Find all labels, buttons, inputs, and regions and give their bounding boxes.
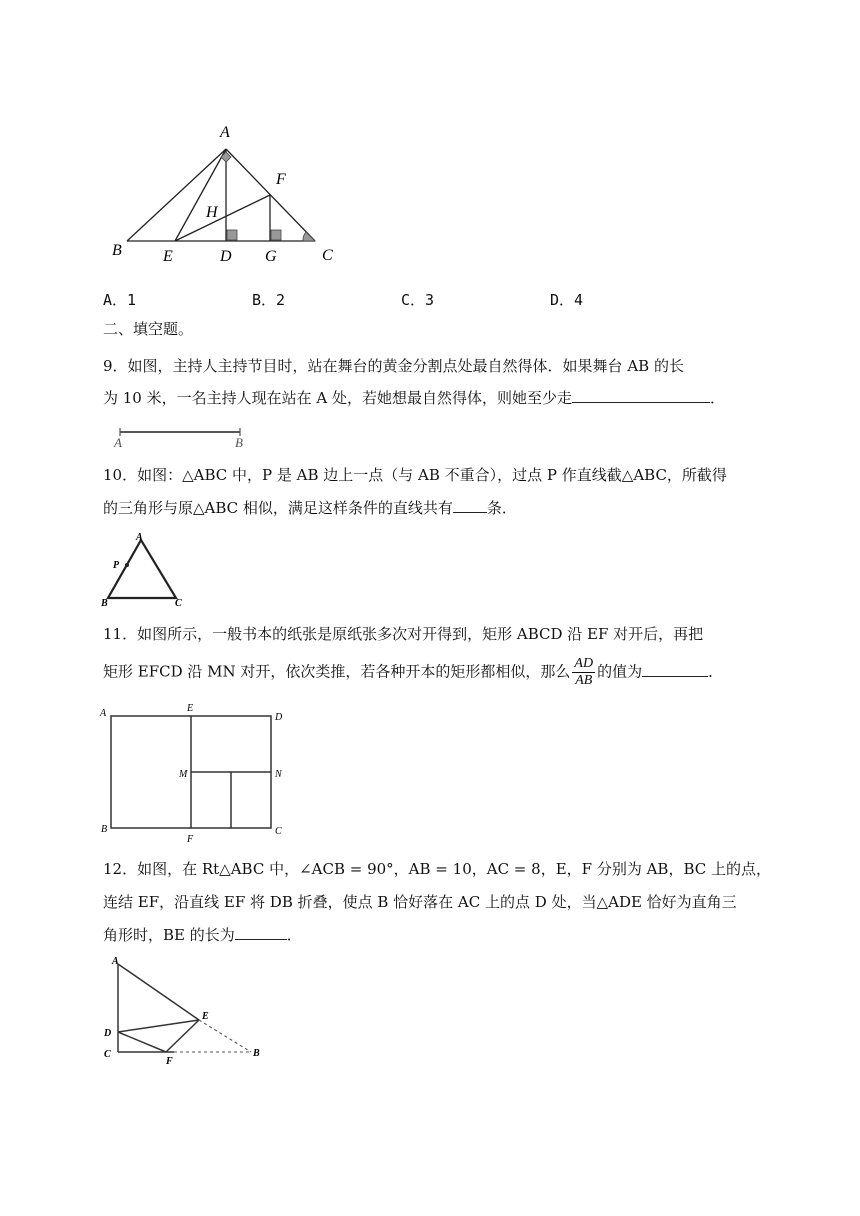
label-A: A [220, 124, 230, 141]
q12-line1: 12．如图，在 Rt△ABC 中，∠ACB = 90°，AB = 10，AC = 8，E，F 分别为 AB，BC 上的点， [103, 860, 771, 878]
label-N: N [275, 769, 282, 780]
q12-answer-blank[interactable] [235, 925, 287, 940]
q11-line1: 11．如图所示，一般书本的纸张是原纸张多次对开得到，矩形 ABCD 沿 EF 对开后，再把 [103, 625, 704, 643]
q11-end: ． [708, 662, 724, 681]
label-F: F [276, 171, 286, 188]
label-F: F [187, 834, 194, 845]
q9-answer-blank[interactable] [572, 388, 710, 403]
option-a[interactable]: A．1 [103, 291, 137, 309]
q10-line2-end: 条． [486, 499, 517, 517]
q11-line2-a: 矩形 EFCD 沿 MN 对开，依次类推，若各种开本的矩形都相似，那么 [103, 662, 571, 681]
label-C: C [275, 826, 282, 837]
label-B: B [253, 1048, 260, 1059]
figure-q12-fold [96, 952, 276, 1067]
label-D: D [275, 712, 283, 723]
q10-answer-blank[interactable] [453, 498, 487, 513]
q11-line2 [103, 656, 723, 689]
q12-line3-text: 角形时，BE 的长为 [103, 926, 235, 944]
figure-q11-rectangles [98, 700, 298, 848]
label-A: A [136, 532, 143, 543]
figure-q8-triangle [100, 115, 350, 270]
label-D: D [104, 1028, 112, 1039]
fraction-denominator: AB [575, 673, 593, 688]
label-B: B [112, 242, 122, 259]
figure-q10-triangle [98, 530, 193, 610]
label-C: C [322, 247, 333, 264]
label-A: A [112, 956, 119, 967]
q12-end: ． [286, 926, 302, 944]
q11-line2-b: 的值为 [597, 662, 643, 681]
q12-line3 [103, 924, 302, 946]
label-E: E [187, 703, 194, 714]
label-B: B [101, 824, 108, 835]
label-P: P [113, 560, 120, 571]
label-F: F [166, 1056, 173, 1067]
q9-line2-text: 为 10 米，一名主持人现在站在 A 处，若她想最自然得体，则她至少走 [103, 389, 572, 407]
q10-line2-text: 的三角形与原△ABC 相似，满足这样条件的直线共有 [103, 499, 453, 517]
option-d[interactable]: D．4 [550, 291, 584, 309]
fraction-numerator: AD [574, 656, 594, 671]
option-c[interactable]: C．3 [401, 291, 435, 309]
label-A: A [100, 708, 107, 719]
label-A: A [114, 435, 122, 450]
label-B: B [235, 435, 243, 450]
option-b[interactable]: B．2 [252, 291, 286, 309]
label-H: H [206, 204, 218, 221]
q10-line2 [103, 497, 517, 519]
q9-line1: 9．如图，主持人主持节目时，站在舞台的黄金分割点处最自然得体．如果舞台 AB 的长 [103, 357, 684, 375]
label-E: E [202, 1011, 209, 1022]
q9-end: ． [710, 389, 726, 407]
label-C: C [104, 1049, 111, 1060]
label-B: B [101, 598, 108, 609]
q12-line2: 连结 EF，沿直线 EF 将 DB 折叠，使点 B 恰好落在 AC 上的点 D 处，当△ADE 恰好为直角三 [103, 893, 737, 911]
label-C: C [175, 598, 182, 609]
q9-line2 [103, 387, 725, 409]
fraction-ad-ab [572, 656, 595, 689]
q10-line1: 10．如图：△ABC 中，P 是 AB 边上一点（与 AB 不重合），过点 P 作直线截△ABC，所截得 [103, 466, 727, 484]
figure-q9-segment [110, 424, 255, 452]
label-M: M [179, 769, 188, 780]
label-E: E [163, 248, 173, 265]
section-title: 二、填空题。 [103, 320, 194, 338]
q11-answer-blank[interactable] [642, 662, 708, 677]
label-G: G [265, 248, 277, 265]
label-D: D [220, 248, 232, 265]
